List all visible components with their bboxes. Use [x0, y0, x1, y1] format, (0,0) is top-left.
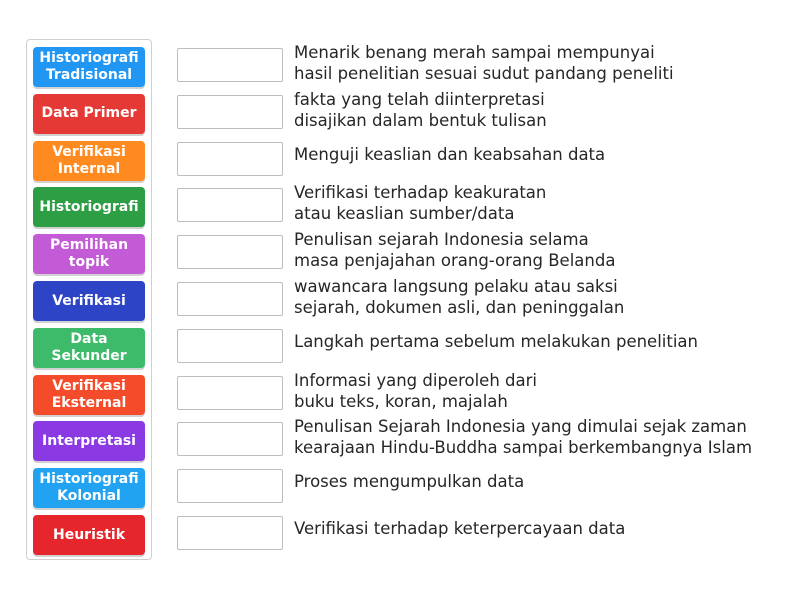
description-text: Verifikasi terhadap keterpercayaan data — [294, 519, 626, 538]
answer-tile[interactable]: Heuristik — [33, 515, 145, 555]
drop-slot[interactable] — [177, 376, 283, 410]
description-text: Proses mengumpulkan data — [294, 472, 525, 492]
answer-tile[interactable]: Historiografi — [33, 187, 145, 227]
answer-tile[interactable]: Verifikasi Eksternal — [33, 375, 145, 415]
answer-tile[interactable]: Data Sekunder — [33, 328, 145, 368]
description-text: Langkah pertama sebelum melakukan penelitian — [294, 331, 698, 351]
answer-tile[interactable]: Pemilihan topik — [33, 234, 145, 274]
description-text: wawancara langsung pelaku atau saksi sejarah, dokumen asli, dan peninggalan — [294, 277, 625, 317]
answer-tile[interactable]: Interpretasi — [33, 421, 145, 461]
answer-tile[interactable]: Historiografi Kolonial — [33, 468, 145, 508]
drop-slot[interactable] — [177, 235, 283, 269]
drop-slot[interactable] — [177, 188, 283, 222]
drop-slot[interactable] — [177, 142, 283, 176]
description-text: Penulisan Sejarah Indonesia yang dimulai sejak zaman kearajaan Hindu-Buddha sampai berkembangnya Islam — [294, 417, 753, 458]
answer-tile[interactable]: Data Primer — [33, 94, 145, 134]
answer-tile[interactable]: Historiografi Tradisional — [33, 47, 145, 87]
tile-panel — [26, 39, 152, 560]
description-text: Informasi yang diperoleh dari buku teks, koran, majalah — [294, 370, 537, 411]
drop-slot[interactable] — [177, 329, 283, 363]
answer-tile[interactable]: Verifikasi Internal — [33, 141, 145, 181]
drop-slot[interactable] — [177, 95, 283, 129]
drop-slot[interactable] — [177, 469, 283, 503]
description-text: fakta yang telah diinterpretasi disajikan dalam bentuk tulisan — [294, 89, 547, 130]
description-text: Menguji keaslian dan keabsahan data — [294, 144, 606, 164]
drop-slot[interactable] — [177, 282, 283, 316]
drop-slot[interactable] — [177, 516, 283, 550]
answer-tile[interactable]: Verifikasi — [33, 281, 145, 321]
description-text: Menarik benang merah sampai mempunyai hasil penelitian sesuai sudut pandang peneliti — [294, 43, 674, 83]
description-text: Penulisan sejarah Indonesia selama masa penjajahan orang-orang Belanda — [294, 230, 616, 271]
drop-slot[interactable] — [177, 422, 283, 456]
drop-slot[interactable] — [177, 48, 283, 82]
description-text: Verifikasi terhadap keakuratan atau keaslian sumber/data — [294, 183, 547, 224]
